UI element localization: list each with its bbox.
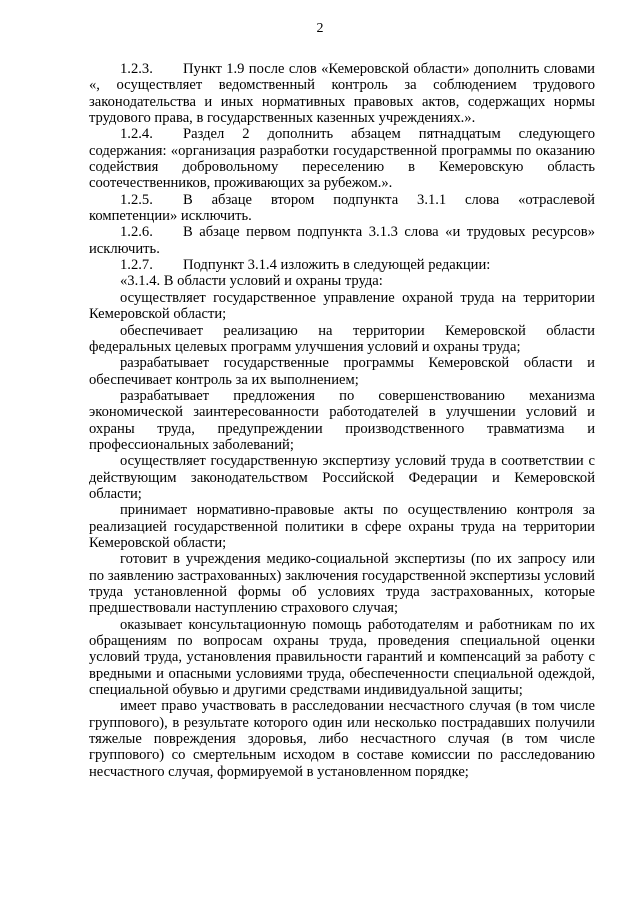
- clause-number: 1.2.7.: [120, 257, 153, 274]
- paragraph-1-2-5: [89, 192, 595, 225]
- clause-number: 1.2.5.: [120, 191, 153, 208]
- paragraph-1-2-7: [89, 257, 595, 273]
- list-item: принимает нормативно-правовые акты по осуществлению контроля за реализацией государственной политики в сфере охраны труда на территории Кемеровской области;: [89, 502, 595, 551]
- paragraph-text: В абзаце втором подпункта 3.1.1 слова «отраслевой компетенции» исключить.: [89, 191, 595, 225]
- paragraph-1-2-3: [89, 61, 595, 126]
- clause-number: 1.2.4.: [120, 126, 153, 143]
- paragraph-1-2-6: [89, 224, 595, 257]
- list-item: осуществляет государственное управление охраной труда на территории Кемеровской области;: [89, 289, 595, 323]
- document-body: [89, 61, 595, 780]
- list-item: осуществляет государственную экспертизу условий труда в соответствии с действующим законодательством Российской Федерации и Кемеровской области;: [89, 453, 595, 502]
- list-item: разрабатывает предложения по совершенствованию механизма экономической заинтересованности работодателей в улучшении условий и охраны труда, предупреждении производственного травматизма и профессиональных заболеваний;: [89, 387, 595, 453]
- clause-number: 1.2.3.: [120, 61, 153, 77]
- page-number: 2: [316, 21, 324, 36]
- paragraph-text: Подпункт 3.1.4 изложить в следующей редакции:: [183, 257, 491, 274]
- list-item: разрабатывает государственные программы Кемеровской области и обеспечивает контроль за их выполнением;: [89, 355, 595, 388]
- list-item: оказывает консультационную помощь работодателям и работникам по их обращениям по вопросам охраны труда, проведения специальной оценки условий труда, установления правильности гарантий и компенсаций за работу с вредными и опасными условиями труда, обеспеченности специальной одеждой, специальной обувью и другими средствами индивидуальной защиты;: [89, 616, 595, 699]
- paragraph-1-2-4: [89, 126, 595, 191]
- list-item: имеет право участвовать в расследовании несчастного случая (в том числе группового), в результате которого один или несколько пострадавших получили тяжелые повреждения здоровья, либо несчастного случая (в том числе группового) со смертельным исходом в составе комиссии по расследованию несчастного случая, формируемой в установленном порядке;: [89, 698, 595, 780]
- paragraph-text: В абзаце первом подпункта 3.1.3 слова «и трудовых ресурсов» исключить.: [89, 224, 595, 257]
- list-item: готовит в учреждения медико-социальной экспертизы (по их запросу или по заявлению застрахованных) заключения государственной экспертизы условий труда установленной формы об условиях труда застрахованных, которые предшествовали наступлению страхового случая;: [89, 551, 595, 617]
- paragraph-text: Пункт 1.9 после слов «Кемеровской области» дополнить словами «, осуществляет ведомственный контроль за соблюдением трудового законодательства и иных нормативных правовых актов, содержащих нормы трудового права, в государственных казенных учреждениях.».: [89, 61, 595, 127]
- clause-number: 1.2.6.: [120, 224, 153, 241]
- list-item: обеспечивает реализацию на территории Кемеровской области федеральных целевых программ улучшения условий и охраны труда;: [89, 322, 595, 355]
- paragraph-3-1-4-heading: «3.1.4. В области условий и охраны труда:: [120, 273, 383, 290]
- paragraph-text: Раздел 2 дополнить абзацем пятнадцатым следующего содержания: «организация разработки государственной программы по оказанию содействия добровольному переселению в Кемеровскую область соотечественников, проживающих за рубежом.».: [89, 126, 595, 192]
